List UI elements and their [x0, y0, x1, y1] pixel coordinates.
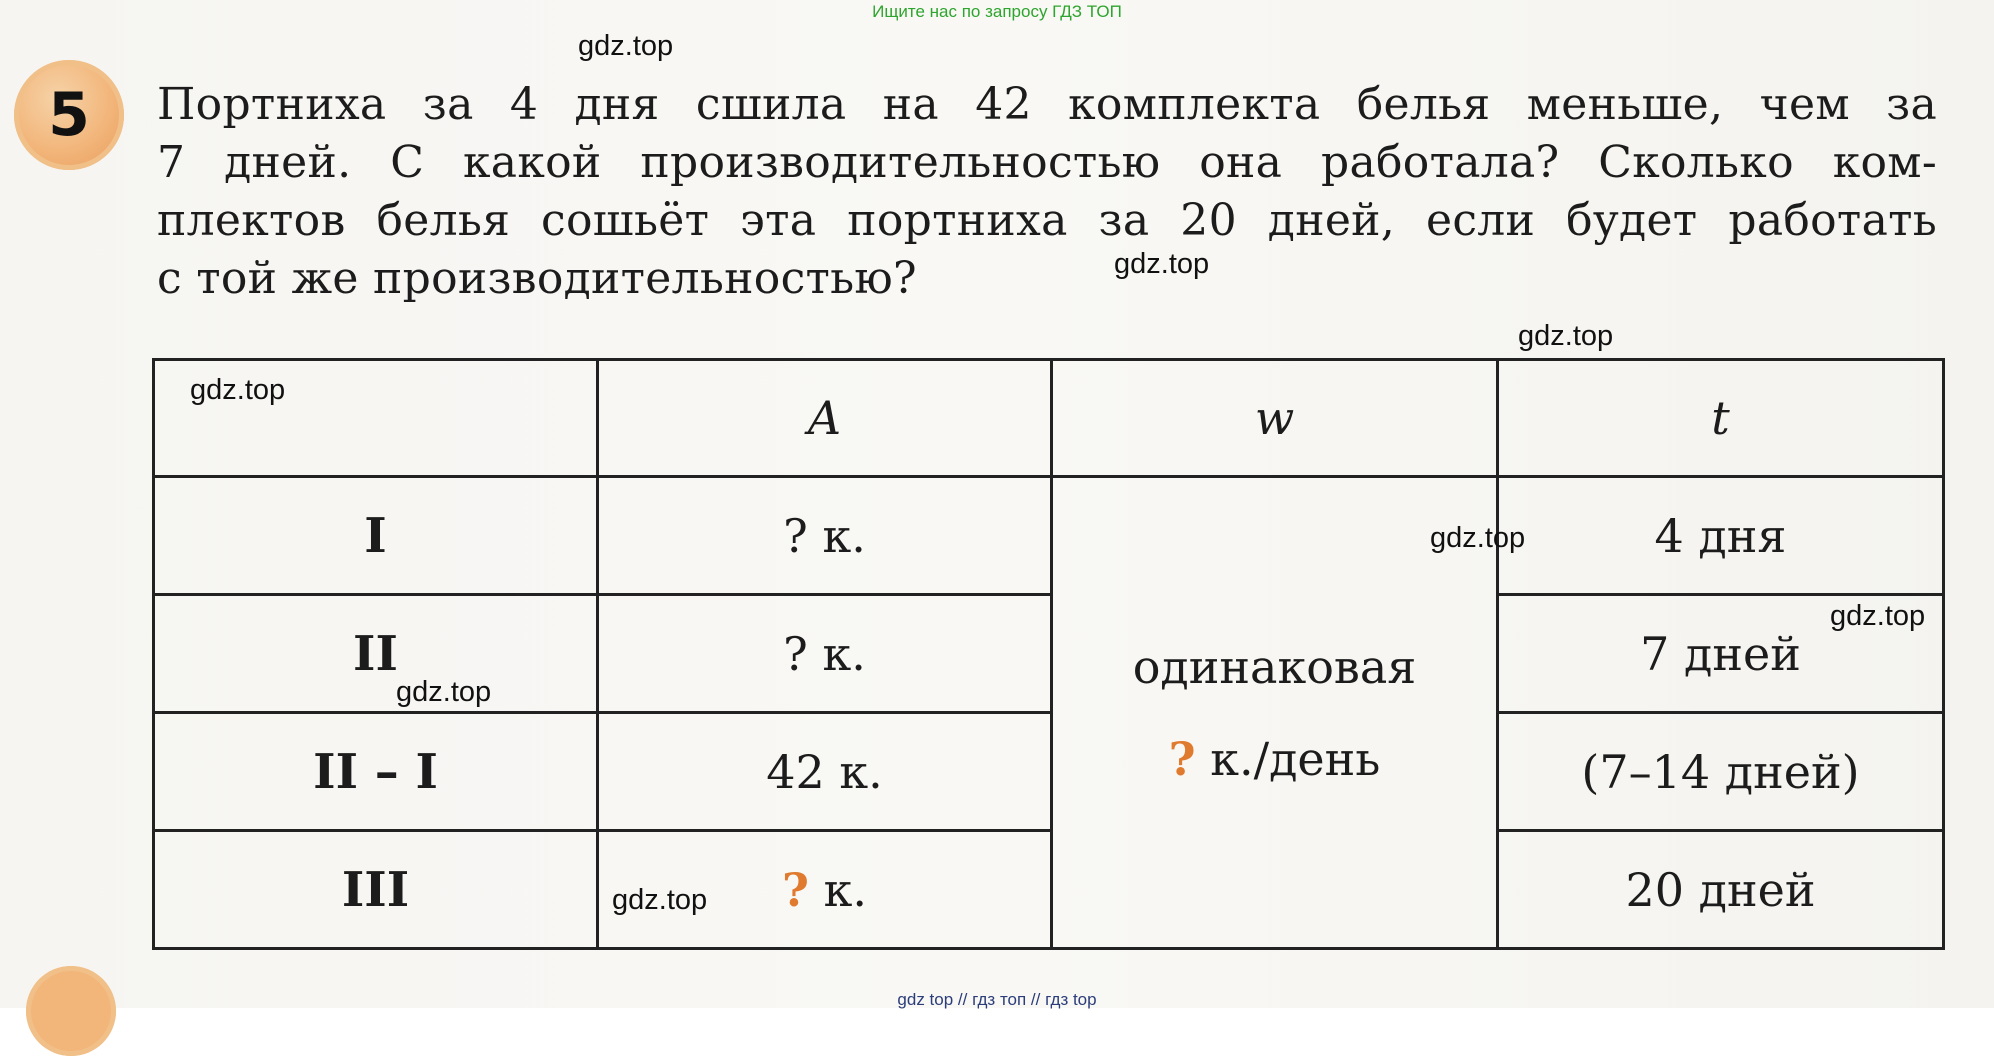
time-cell: 20 дней: [1498, 831, 1944, 949]
watermark: gdz.top: [1114, 248, 1210, 280]
watermark: gdz.top: [1430, 522, 1526, 554]
row-label: II: [154, 595, 598, 713]
watermark: gdz.top: [1830, 600, 1926, 632]
time-cell: 4 дня: [1498, 477, 1944, 595]
bottom-banner[interactable]: gdz top // гдз топ // гдз top: [897, 990, 1097, 1009]
task-number-badge: [14, 60, 124, 170]
row-label: III: [154, 831, 598, 949]
amount-cell: ? к.: [598, 831, 1052, 949]
row-label: I: [154, 477, 598, 595]
header-productivity: w: [1052, 360, 1498, 477]
watermark: gdz.top: [578, 30, 674, 62]
amount-cell: ? к.: [598, 477, 1052, 595]
table-row: [154, 831, 1944, 949]
table-row: [154, 477, 1944, 595]
watermark: gdz.top: [612, 884, 708, 916]
next-task-badge: [26, 966, 116, 1056]
task-number: 5: [48, 80, 90, 150]
top-banner[interactable]: Ищите нас по запросу ГДЗ ТОП: [872, 2, 1122, 21]
time-cell: 7 дней: [1498, 595, 1944, 713]
watermark: gdz.top: [190, 374, 286, 406]
question-mark: ?: [783, 626, 808, 681]
header-amount: A: [598, 360, 1052, 477]
problem-line: с той же производительностью?: [157, 253, 917, 304]
productivity-unit: ? к./день: [1168, 731, 1381, 786]
amount-cell: ? к.: [598, 595, 1052, 713]
watermark: gdz.top: [1518, 320, 1614, 352]
problem-line: плектов белья сошьёт эта портниха за 20 дней, если будет работать: [157, 195, 1937, 246]
productivity-same: одинаковая: [1132, 639, 1417, 694]
table-header-row: [154, 360, 1944, 477]
solution-table: [152, 358, 1945, 950]
header-time: t: [1498, 360, 1944, 477]
row-label: II – I: [154, 713, 598, 831]
question-mark: ?: [1168, 731, 1196, 786]
problem-line: 7 дней. С какой производительностью она работала? Сколько ком-: [157, 137, 1937, 188]
time-cell: (7–14 дней): [1498, 713, 1944, 831]
problem-line: Портниха за 4 дня сшила на 42 комплекта белья меньше, чем за: [157, 79, 1937, 130]
watermark: gdz.top: [396, 676, 492, 708]
question-mark: ?: [782, 862, 809, 917]
question-mark: ?: [783, 508, 808, 563]
amount-cell: 42 к.: [598, 713, 1052, 831]
problem-text: [157, 76, 1937, 308]
table-row: [154, 713, 1944, 831]
